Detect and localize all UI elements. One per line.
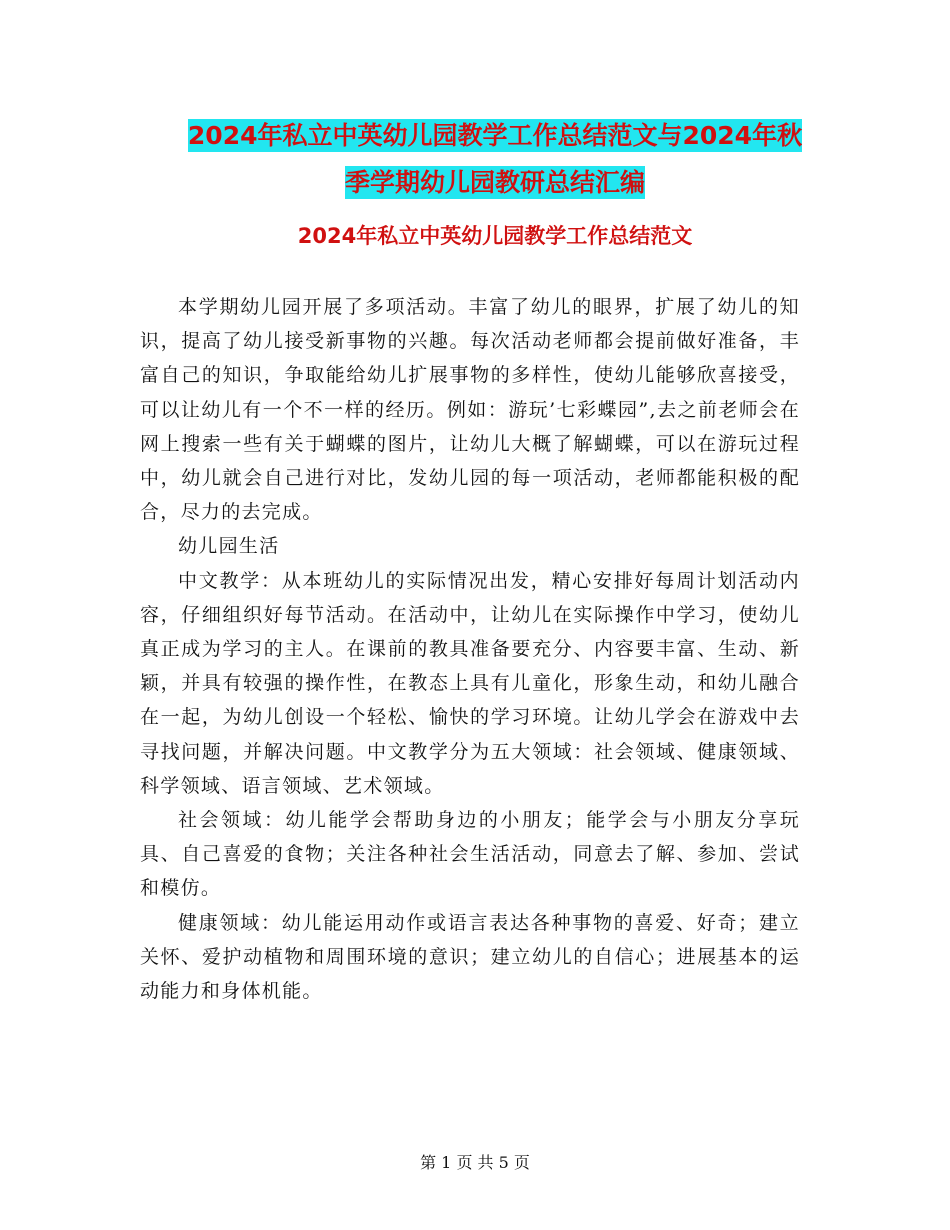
document-title xyxy=(140,112,850,206)
page-footer: 第 1 页 共 5 页 xyxy=(420,1153,530,1172)
document-body xyxy=(140,290,800,1008)
document-title-line-1: 2024年私立中英幼儿园教学工作总结范文与2024年秋 xyxy=(187,121,803,150)
paragraph-kindergarten-life: 幼儿园生活 xyxy=(178,535,280,558)
section-title: 2024年私立中英幼儿园教学工作总结范文 xyxy=(297,224,693,248)
paragraph-chinese-teaching: 中文教学：从本班幼儿的实际情况出发，精心安排好每周计划活动内容，仔细组织好每节活动。在活动中，让幼儿在实际操作中学习，使幼儿真正成为学习的主人。在课前的教具准备要充分、内容要丰富、生动、新颖，并具有较强的操作性，在教态上具有儿童化，形象生动，和幼儿融合在一起，为幼儿创设一个轻松、愉快的学习环境。让幼儿学会在游戏中去寻找问题，并解决问题。中文教学分为五大领域：社会领域、健康领域、科学领域、语言领域、艺术领域。 xyxy=(140,569,800,797)
paragraph-social-domain: 社会领域：幼儿能学会帮助身边的小朋友；能学会与小朋友分享玩具、自己喜爱的食物；关注各种社会生活活动，同意去了解、参加、尝试和模仿。 xyxy=(140,809,800,900)
document-title-line-2: 季学期幼儿园教研总结汇编 xyxy=(344,168,645,197)
paragraph-activities: 本学期幼儿园开展了多项活动。丰富了幼儿的眼界，扩展了幼儿的知识，提高了幼儿接受新事物的兴趣。每次活动老师都会提前做好准备，丰富自己的知识，争取能给幼儿扩展事物的多样性，使幼儿能够欣喜接受，可以让幼儿有一个不一样的经历。例如：游玩’七彩蝶园”,去之前老师会在网上搜索一些有关于蝴蝶的图片，让幼儿大概了解蝴蝶，可以在游玩过程中，幼儿就会自己进行对比，发幼儿园的每一项活动，老师都能积极的配合，尽力的去完成。 xyxy=(140,296,800,524)
paragraph-health-domain: 健康领域：幼儿能运用动作或语言表达各种事物的喜爱、好奇；建立关怀、爱护动植物和周围环境的意识；建立幼儿的自信心；进展基本的运动能力和身体机能。 xyxy=(140,911,800,1003)
